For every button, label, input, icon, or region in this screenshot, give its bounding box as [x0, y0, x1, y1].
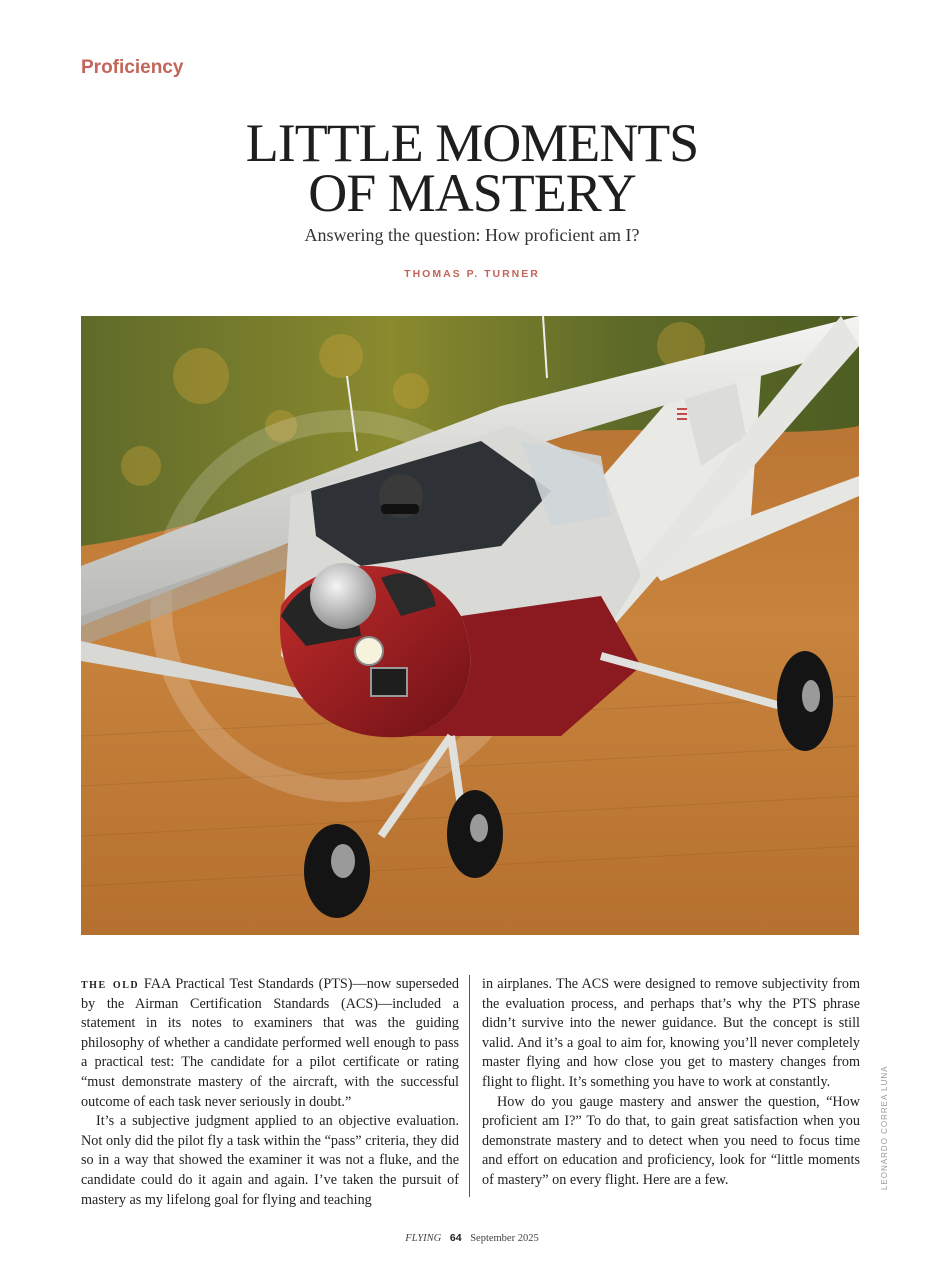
body-paragraph: How do you gauge mastery and answer the question, “How proficient am I?” To do that, to gain great satisfaction when you demonstrate mastery and to detect when you need to focus time and effort on education and proficiency, look for “little moments of mastery” on every flight. Here are a few.: [482, 1093, 860, 1188]
headline-line-1: LITTLE MOMENTS: [245, 113, 699, 173]
footer-magazine: FLYING: [405, 1233, 442, 1244]
aircraft-illustration: [81, 316, 859, 935]
body-column-right: [482, 975, 860, 1191]
page-footer: [0, 1232, 944, 1244]
headline-line-2: OF MASTERY: [308, 163, 636, 223]
column-divider: [469, 975, 470, 1197]
hero-photo-aircraft: [81, 316, 859, 935]
body-paragraph: in airplanes. The ACS were designed to remove subjectivity from the evaluation process, and perhaps that’s why the PTS phrase didn’t survive into the newer guidance. But the concept is still valid. And it’s a goal to aim for, knowing you’ll never completely master flying and how close you get to mastery changes from flight to flight. It’s something you have to work at constantly.: [482, 976, 860, 1090]
body-column-left: [81, 975, 459, 1210]
footer-page-number: 64: [449, 1232, 462, 1244]
photo-credit: LEONARDO CORREA LUNA: [880, 1065, 889, 1190]
footer-date: September 2025: [470, 1233, 539, 1244]
body-paragraph: the old FAA Practical Test Standards (PTS)—now superseded by the Airman Certification Standards (ACS)—included a statement in its notes to examiners that was the guiding philosophy of whether a candidate performed well enough to pass a practical test: The candidate for a pilot certificate or rating “must demonstrate mastery of the aircraft, with the successful outcome of each task never seriously in doubt.”: [81, 976, 459, 1110]
byline: THOMAS P. TURNER: [404, 268, 540, 280]
section-label: Proficiency: [81, 57, 184, 78]
article-headline: [0, 113, 944, 223]
lead-in: the old: [81, 977, 140, 992]
body-paragraph: It’s a subjective judgment applied to an objective evaluation. Not only did the pilot fly a task within the “pass” criteria, they did so in a way that showed the examiner it was not a fluke, and the candidate could do it again and again. I’ve taken the pursuit of mastery as my lifelong goal for flying and teaching: [81, 1113, 459, 1208]
article-subhead: Answering the question: How proficient am I?: [304, 225, 640, 245]
